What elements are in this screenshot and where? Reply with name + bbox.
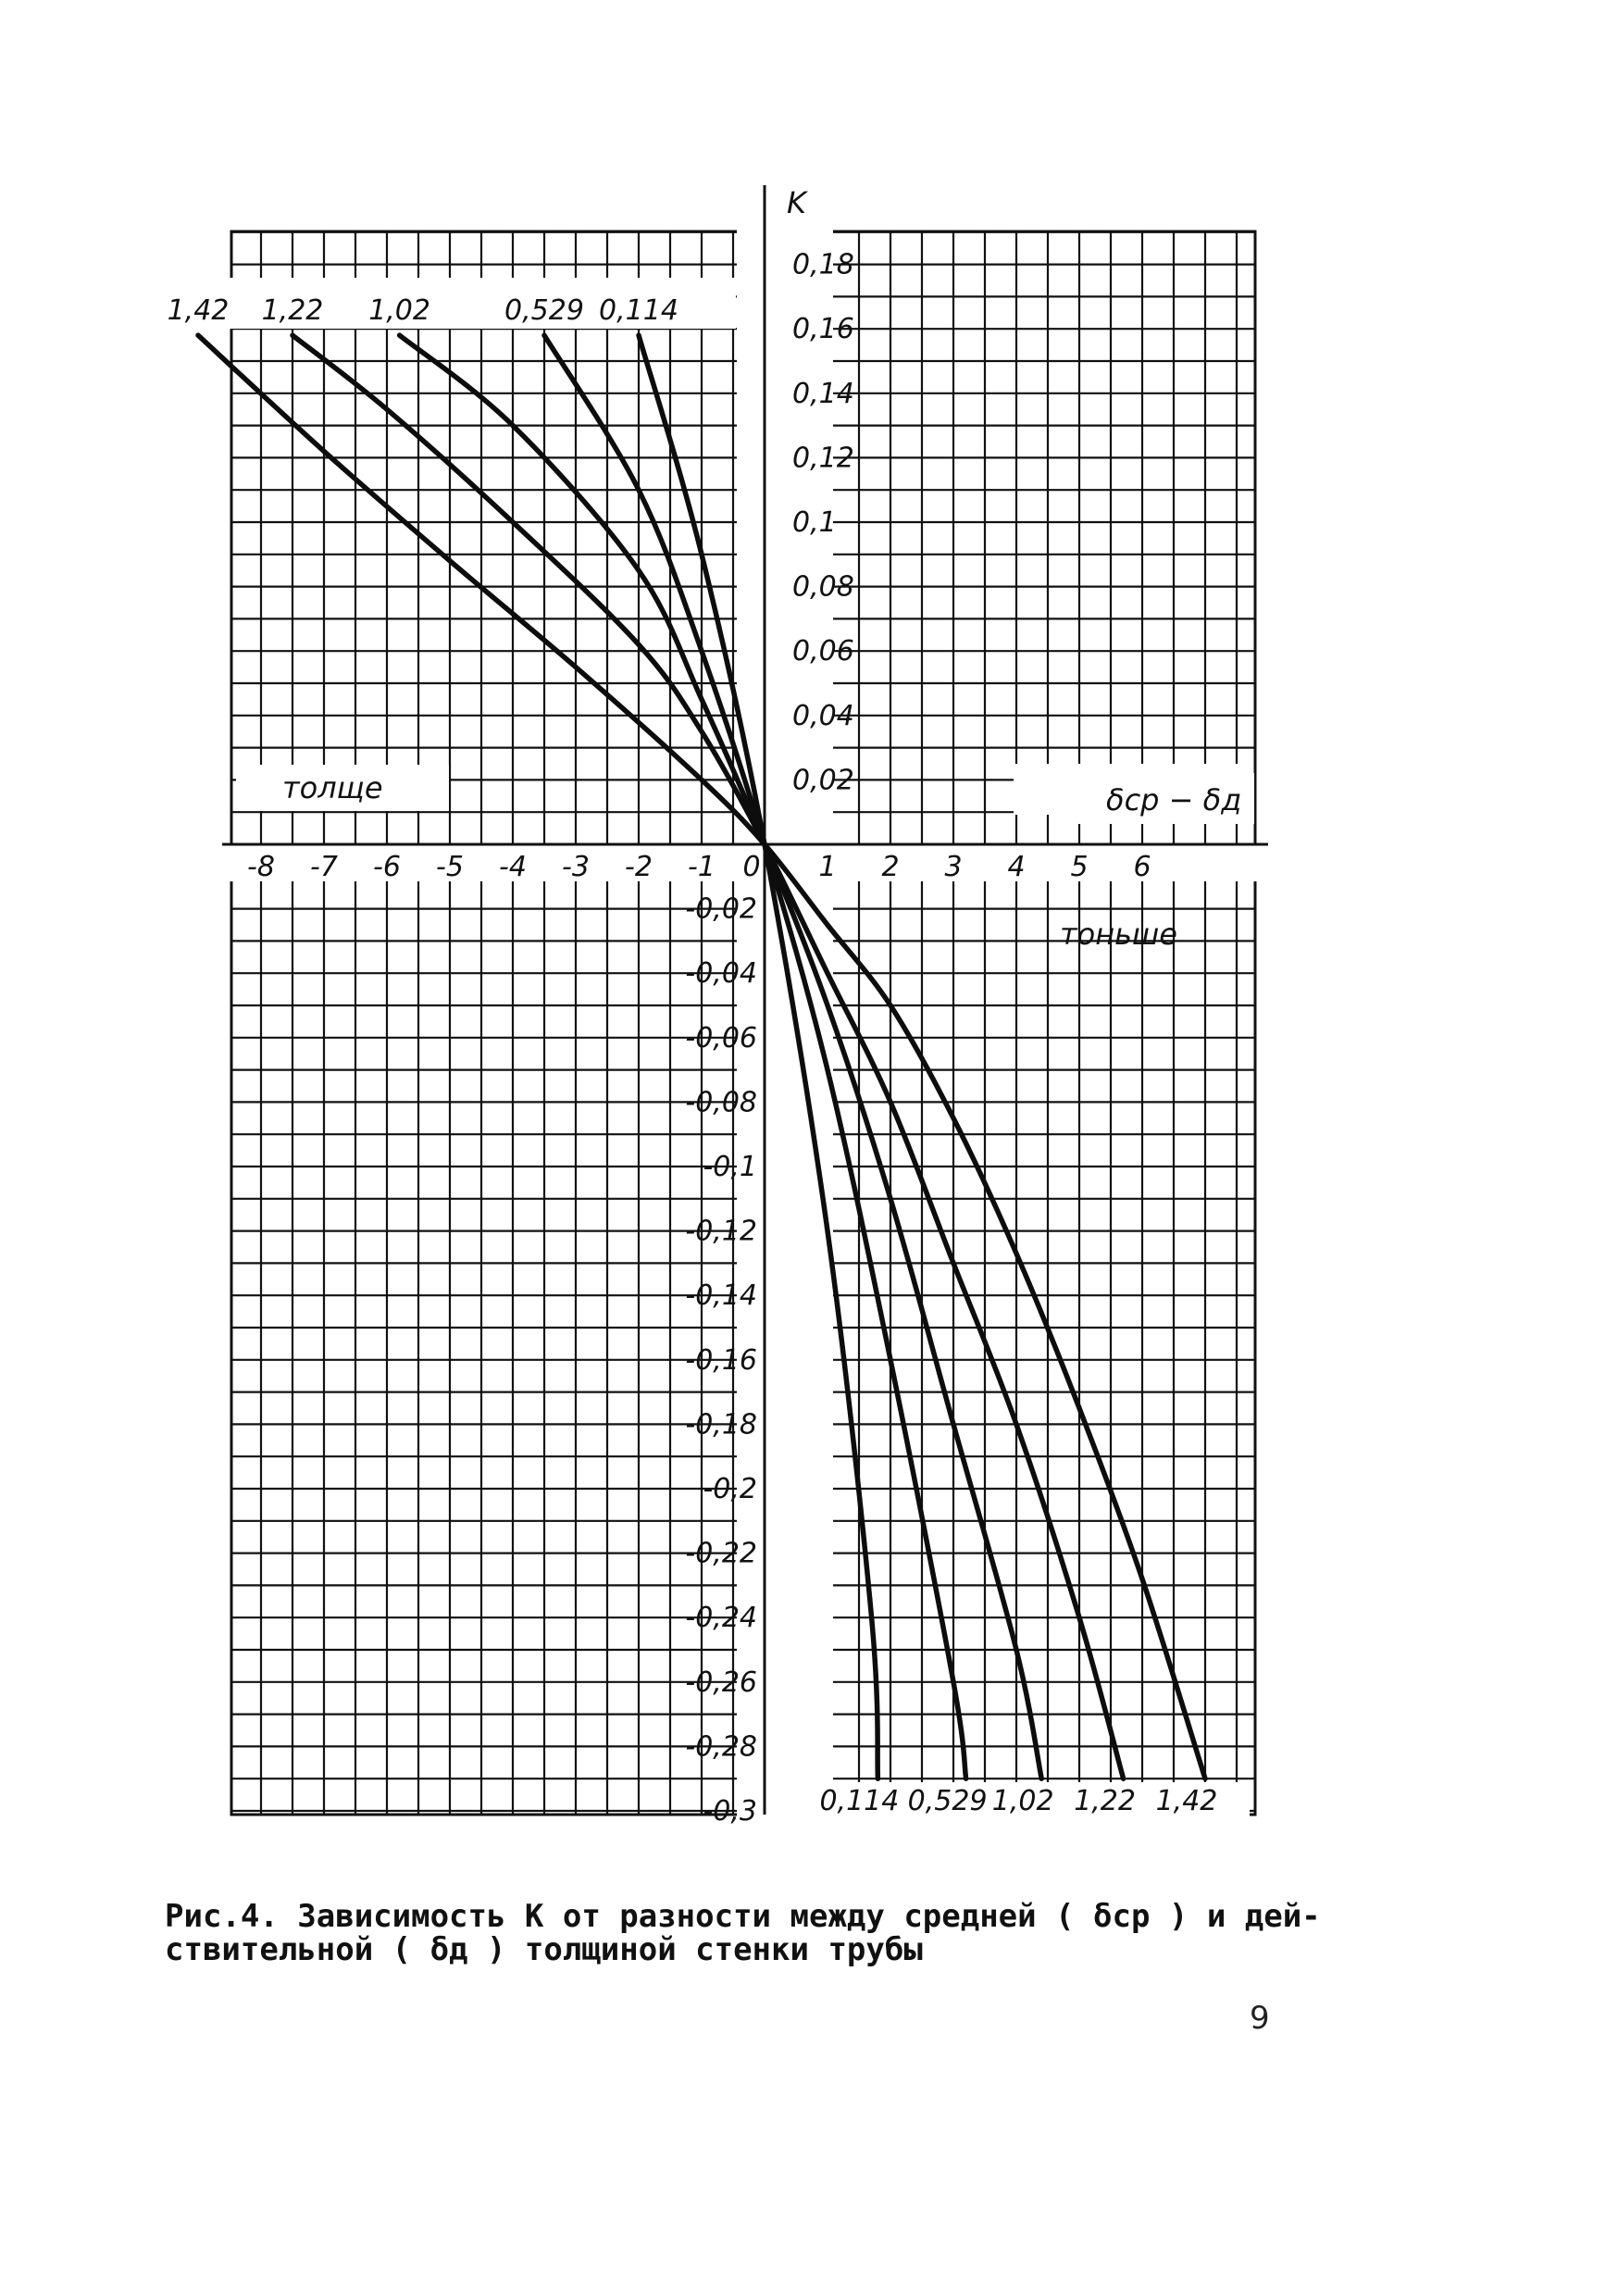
x-tick-label: -8: [247, 851, 275, 883]
y-tick-label: 0,18: [792, 248, 854, 281]
x-tick-label: 6: [1133, 851, 1151, 883]
y-tick-label: -0,14: [685, 1279, 757, 1313]
x-tick-label: -4: [499, 851, 527, 883]
series-label-bottom: 1,22: [1074, 1785, 1136, 1817]
y-tick-label: -0,24: [685, 1602, 757, 1635]
x-axis-blank-right: [796, 844, 1342, 881]
y-tick-label: -0,16: [685, 1343, 757, 1377]
x-tick-labels: [247, 851, 1151, 883]
region-right-label: тоньше: [1060, 917, 1177, 952]
x-tick-label: 0: [742, 851, 761, 883]
x-tick-label: -5: [436, 851, 464, 883]
y-tick-label: -0,06: [685, 1021, 757, 1054]
y-tick-label: -0,22: [685, 1537, 757, 1570]
series-label-bottom: 1,42: [1155, 1785, 1218, 1817]
x-axis-blank-left: [222, 844, 737, 881]
y-tick-label: -0,1: [703, 1151, 757, 1183]
y-tick-label: -0,3: [703, 1795, 757, 1828]
caption-line-2: ствительной ( δд ) толщиной стенки трубы: [165, 1931, 923, 1968]
x-tick-label: 4: [1007, 851, 1026, 883]
x-tick-label: 2: [881, 851, 900, 883]
x-tick-label: -6: [373, 851, 401, 883]
series-label-top: 0,114: [599, 294, 678, 327]
x-axis-title: δср − δд: [1106, 782, 1242, 817]
x-tick-label: 1: [818, 851, 837, 883]
y-tick-label: 0,04: [792, 699, 854, 732]
y-axis-title: K: [787, 185, 806, 220]
y-tick-label: 0,06: [792, 635, 854, 668]
region-left-label: толще: [282, 770, 383, 805]
series-label-bottom: 1,02: [991, 1785, 1054, 1817]
y-tick-label: -0,04: [685, 957, 757, 991]
y-tick-label: -0,08: [685, 1086, 757, 1119]
y-tick-label: 0,16: [792, 313, 854, 346]
page-number: 9: [1250, 2000, 1270, 2037]
y-tick-label: -0,26: [685, 1666, 757, 1699]
x-tick-label: 3: [944, 851, 963, 883]
y-tick-label: 0,1: [792, 506, 837, 539]
y-tick-label: -0,28: [685, 1730, 757, 1764]
y-tick-label: -0,12: [685, 1215, 757, 1248]
x-tick-label: -1: [688, 851, 716, 883]
y-tick-label: 0,02: [792, 764, 854, 797]
figure-caption: [165, 1898, 1321, 1968]
label-blanks: [162, 208, 1342, 1824]
y-tick-label: -0,02: [685, 892, 757, 926]
series-label-top: 0,529: [504, 294, 584, 327]
x-tick-label: -3: [562, 851, 590, 883]
series-label-bottom: 0,529: [907, 1785, 988, 1817]
series-label-bottom: 0,114: [819, 1785, 900, 1817]
y-tick-label: -0,2: [703, 1473, 757, 1505]
x-tick-label: 5: [1070, 851, 1089, 883]
series-labels-bottom: [819, 1785, 1217, 1817]
y-tick-label: 0,14: [792, 377, 854, 410]
caption-line-1: Рис.4. Зависимость К от разности между средней ( δср ) и дей-: [165, 1898, 1321, 1935]
series-label-top: 1,02: [368, 294, 430, 327]
series-label-top: 1,42: [167, 294, 230, 327]
x-tick-label: -7: [310, 851, 338, 883]
series-label-top: 1,22: [261, 294, 324, 327]
y-tick-label: 0,12: [792, 442, 854, 475]
x-tick-label: -2: [625, 851, 653, 883]
y-tick-label: -0,18: [685, 1408, 757, 1441]
y-tick-label: 0,08: [792, 570, 854, 604]
